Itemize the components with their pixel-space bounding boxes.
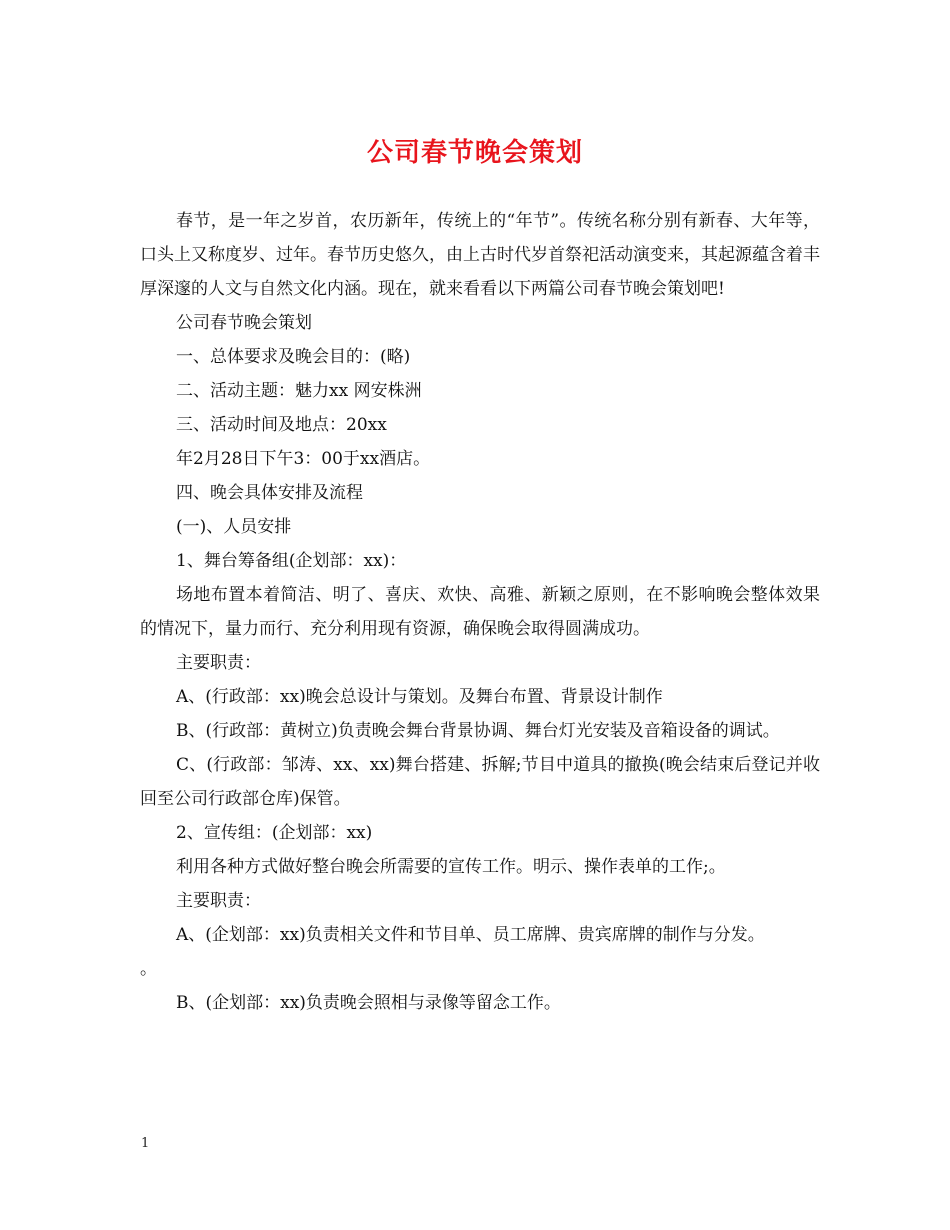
document-body — [140, 204, 820, 1020]
paragraph: 场地布置本着简洁、明了、喜庆、欢快、高雅、新颖之原则，在不影响晚会整体效果的情况下，量力而行、充分利用现有资源，确保晚会取得圆满成功。 — [140, 585, 820, 639]
section-heading: 公司春节晚会策划 — [176, 313, 312, 333]
paragraph: 1、舞台筹备组(企划部：xx)： — [176, 551, 407, 571]
paragraph: (一)、人员安排 — [176, 517, 292, 537]
paragraph: B、(企划部：xx)负责晚会照相与录像等留念工作。 — [176, 993, 561, 1013]
paragraph: 2、宣传组：(企划部：xx) — [176, 823, 373, 843]
paragraph: A、(企划部：xx)负责相关文件和节目单、员工席牌、贵宾席牌的制作与分发。 — [176, 925, 765, 945]
page-number: 1 — [141, 1136, 150, 1151]
paragraph: 三、活动时间及地点：20xx — [176, 415, 387, 435]
document-title: 公司春节晚会策划 — [366, 138, 583, 168]
paragraph: 二、活动主题：魅力xx 网安株洲 — [176, 381, 422, 401]
paragraph: 年2月28日下午3：00于xx酒店。 — [176, 449, 431, 469]
paragraph: A、(行政部：xx)晚会总设计与策划。及舞台布置、背景设计制作 — [176, 687, 663, 707]
paragraph: 一、总体要求及晚会目的：(略) — [176, 347, 411, 367]
paragraph: 四、晚会具体安排及流程 — [176, 483, 363, 503]
paragraph: B、(行政部：黄树立)负责晚会舞台背景协调、舞台灯光安装及音箱设备的调试。 — [176, 721, 780, 741]
paragraph: 主要职责： — [176, 653, 261, 673]
paragraph: C、(行政部：邹涛、xx、xx)舞台搭建、拆解;节目中道具的撤换(晚会结束后登记并收回至公司行政部仓库)保管。 — [140, 755, 820, 809]
paragraph: 利用各种方式做好整台晚会所需要的宣传工作。明示、操作表单的工作;。 — [176, 857, 726, 877]
paragraph: 主要职责： — [176, 891, 261, 911]
intro-paragraph: 春节，是一年之岁首，农历新年，传统上的“年节”。传统名称分别有新春、大年等，口头上又称度岁、过年。春节历史悠久，由上古时代岁首祭祀活动演变来，其起源蕴含着丰厚深邃的人文与自然文化内涵。现在，就来看看以下两篇公司春节晚会策划吧! — [140, 211, 820, 299]
paragraph: 。 — [140, 959, 157, 979]
